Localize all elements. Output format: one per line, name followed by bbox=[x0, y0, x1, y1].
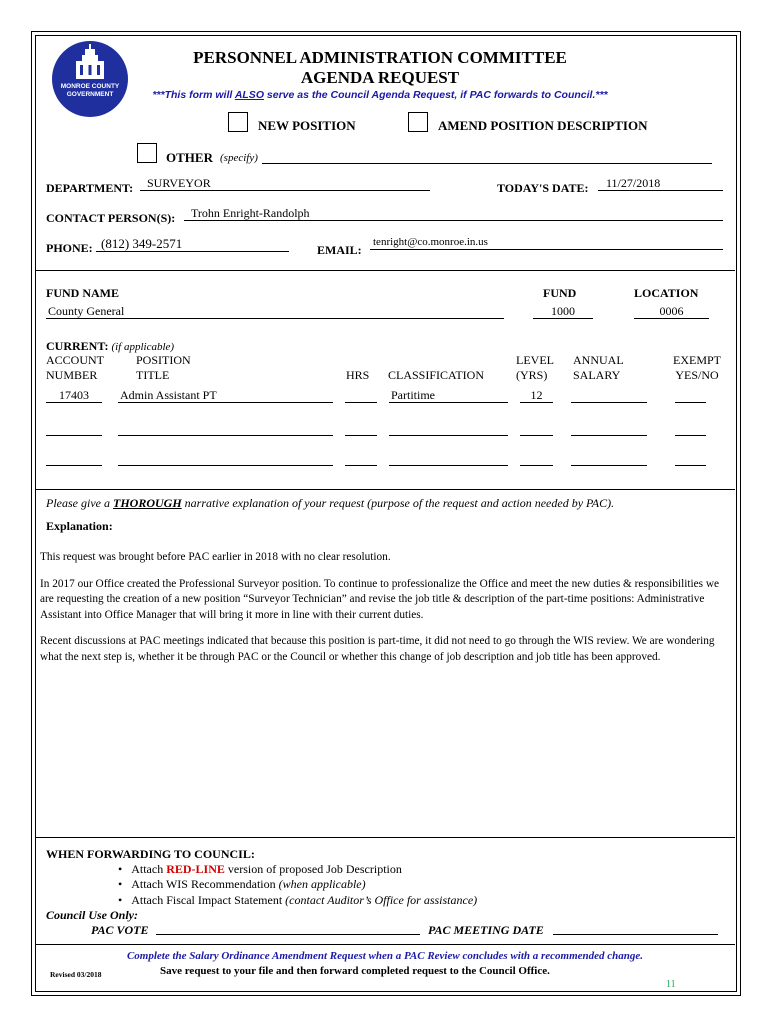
col-exempt-line1: EXEMPT bbox=[673, 353, 721, 367]
bullet-2-note: (when applicable) bbox=[278, 877, 366, 891]
current-heading bbox=[46, 339, 174, 354]
header-note-suffix: serve as the Council Agenda Request, if PAC forwards to Council.*** bbox=[263, 89, 608, 101]
current-note: (if applicable) bbox=[111, 341, 175, 353]
row1-classification[interactable]: Partitime bbox=[389, 389, 508, 403]
row1-account[interactable]: 17403 bbox=[46, 389, 102, 403]
col-position-line1: POSITION bbox=[136, 353, 191, 367]
todays-date-field[interactable]: 11/27/2018 bbox=[598, 177, 723, 191]
amend-position-checkbox[interactable] bbox=[408, 112, 428, 132]
section-divider bbox=[35, 944, 735, 945]
col-hrs-header: HRS bbox=[346, 368, 370, 382]
bullet-1-prefix: Attach bbox=[131, 862, 167, 876]
email-label: EMAIL: bbox=[317, 243, 362, 257]
county-logo bbox=[52, 41, 128, 117]
narrative-prompt-suffix: narrative explanation of your request (purpose of the request and action needed by PAC). bbox=[181, 496, 615, 510]
todays-date-label: TODAY'S DATE: bbox=[497, 181, 589, 195]
col-salary-line1: ANNUAL bbox=[573, 353, 624, 367]
contact-person-field[interactable]: Trohn Enright-Randolph bbox=[184, 207, 723, 221]
col-salary-header bbox=[573, 353, 624, 383]
new-position-checkbox[interactable] bbox=[228, 112, 248, 132]
bullet-dot: • bbox=[118, 893, 123, 907]
bullet-dot: • bbox=[118, 877, 123, 891]
row2-classification[interactable] bbox=[389, 435, 508, 436]
row2-hrs[interactable] bbox=[345, 435, 377, 436]
header-note-prefix: ***This form will bbox=[152, 89, 235, 101]
col-position-header bbox=[136, 353, 191, 383]
fund-name-label: FUND NAME bbox=[46, 286, 119, 300]
bullet-3-prefix: Attach Fiscal Impact Statement bbox=[131, 893, 286, 907]
row3-hrs[interactable] bbox=[345, 465, 377, 466]
row1-title[interactable]: Admin Assistant PT bbox=[118, 389, 333, 403]
header-note-also: ALSO bbox=[234, 89, 264, 101]
contact-person-label: CONTACT PERSON(S): bbox=[46, 211, 176, 225]
col-account-line2: NUMBER bbox=[46, 368, 98, 382]
fund-label: FUND bbox=[543, 286, 577, 300]
col-position-line2: TITLE bbox=[136, 368, 170, 382]
fund-name-field[interactable]: County General bbox=[46, 305, 504, 319]
current-label: CURRENT: bbox=[46, 339, 109, 353]
row1-exempt[interactable] bbox=[675, 389, 706, 403]
amend-position-label: AMEND POSITION DESCRIPTION bbox=[438, 118, 648, 133]
row3-account[interactable] bbox=[46, 465, 102, 466]
row1-hrs[interactable] bbox=[345, 389, 377, 403]
row1-level[interactable]: 12 bbox=[520, 389, 553, 403]
row3-salary[interactable] bbox=[571, 465, 647, 466]
pac-vote-label: PAC VOTE bbox=[91, 923, 149, 937]
bullet-1-redline: RED-LINE bbox=[166, 862, 225, 876]
col-level-line2: (YRS) bbox=[516, 368, 548, 382]
email-field[interactable]: tenright@co.monroe.in.us bbox=[370, 236, 723, 250]
row3-classification[interactable] bbox=[389, 465, 508, 466]
section-divider bbox=[35, 837, 735, 838]
courthouse-icon bbox=[52, 41, 128, 117]
phone-field[interactable]: (812) 349-2571 bbox=[96, 236, 289, 252]
other-specify-note: (specify) bbox=[220, 152, 258, 164]
save-note: Save request to your file and then forward completed request to the Council Office. bbox=[160, 965, 550, 977]
explanation-paragraph-2: In 2017 our Office created the Professional Surveyor position. To continue to professionalize the Office and meet the new duties & responsibilities we are requesting the creation of a new position “Surveyor Technician” and revise the job title & description of the part-time positions: Administrative Assistant into Office Manager that will bring it more in line with their current duties. bbox=[40, 577, 720, 621]
bullet-3-note: (contact Auditor’s Office for assistance) bbox=[285, 893, 478, 907]
other-label: OTHER bbox=[166, 150, 213, 165]
new-position-label: NEW POSITION bbox=[258, 118, 356, 133]
col-exempt-header bbox=[673, 353, 721, 383]
location-field[interactable]: 0006 bbox=[634, 305, 709, 319]
col-classification-header: CLASSIFICATION bbox=[388, 368, 485, 382]
other-specify-field[interactable] bbox=[262, 163, 712, 164]
explanation-label: Explanation: bbox=[46, 519, 113, 533]
other-checkbox[interactable] bbox=[137, 143, 157, 163]
narrative-prompt-thorough: THOROUGH bbox=[112, 496, 182, 510]
row2-exempt[interactable] bbox=[675, 435, 706, 436]
fund-field[interactable]: 1000 bbox=[533, 305, 593, 319]
row3-level[interactable] bbox=[520, 465, 553, 466]
location-label: LOCATION bbox=[634, 286, 699, 300]
department-field[interactable]: SURVEYOR bbox=[140, 177, 430, 191]
row2-level[interactable] bbox=[520, 435, 553, 436]
col-salary-line2: SALARY bbox=[573, 368, 621, 382]
col-level-header bbox=[516, 353, 554, 383]
forwarding-bullet-1 bbox=[118, 862, 402, 877]
council-use-label: Council Use Only: bbox=[46, 908, 139, 922]
page-title: PERSONNEL ADMINISTRATION COMMITTEE bbox=[193, 48, 567, 67]
explanation-paragraph-1: This request was brought before PAC earlier in 2018 with no clear resolution. bbox=[40, 551, 391, 563]
forwarding-title: WHEN FORWARDING TO COUNCIL: bbox=[46, 847, 255, 861]
section-divider bbox=[35, 489, 735, 490]
bullet-1-suffix: version of proposed Job Description bbox=[224, 862, 402, 876]
col-exempt-line2: YES/NO bbox=[675, 368, 719, 382]
complete-note: Complete the Salary Ordinance Amendment Request when a PAC Review concludes with a recommended change. bbox=[126, 950, 644, 962]
page-subtitle: AGENDA REQUEST bbox=[300, 68, 460, 87]
row3-exempt[interactable] bbox=[675, 465, 706, 466]
col-account-header bbox=[46, 353, 104, 383]
row2-account[interactable] bbox=[46, 435, 102, 436]
bullet-dot: • bbox=[118, 862, 123, 876]
row2-salary[interactable] bbox=[571, 435, 647, 436]
col-account-line1: ACCOUNT bbox=[46, 353, 105, 367]
department-label: DEPARTMENT: bbox=[46, 181, 134, 195]
forwarding-bullet-2 bbox=[118, 877, 366, 892]
explanation-text[interactable] bbox=[40, 550, 726, 665]
col-level-line1: LEVEL bbox=[516, 353, 554, 367]
narrative-prompt bbox=[46, 496, 614, 511]
header-note bbox=[140, 89, 620, 101]
row1-salary[interactable] bbox=[571, 389, 647, 403]
pac-meeting-date-label: PAC MEETING DATE bbox=[428, 923, 544, 937]
row3-title[interactable] bbox=[118, 465, 333, 466]
pac-meeting-date-field[interactable] bbox=[553, 934, 718, 935]
explanation-paragraph-3: Recent discussions at PAC meetings indicated that because this position is part-time, it did not need to go through the WIS review. We are wondering what the next step is, whether it be through PAC or the Council or whether this change of job description and job title has been approved. bbox=[40, 635, 715, 663]
section-divider bbox=[35, 270, 735, 271]
logo-text: MONROE COUNTY GOVERNMENT bbox=[60, 83, 120, 98]
phone-label: PHONE: bbox=[46, 241, 93, 255]
page-mark: 11 bbox=[666, 979, 676, 990]
row2-title[interactable] bbox=[118, 435, 333, 436]
revised-date: Revised 03/2018 bbox=[50, 970, 102, 979]
pac-vote-field[interactable] bbox=[156, 934, 420, 935]
narrative-prompt-prefix: Please give a bbox=[46, 496, 113, 510]
forwarding-bullet-3 bbox=[118, 893, 477, 908]
bullet-2-prefix: Attach WIS Recommendation bbox=[131, 877, 279, 891]
